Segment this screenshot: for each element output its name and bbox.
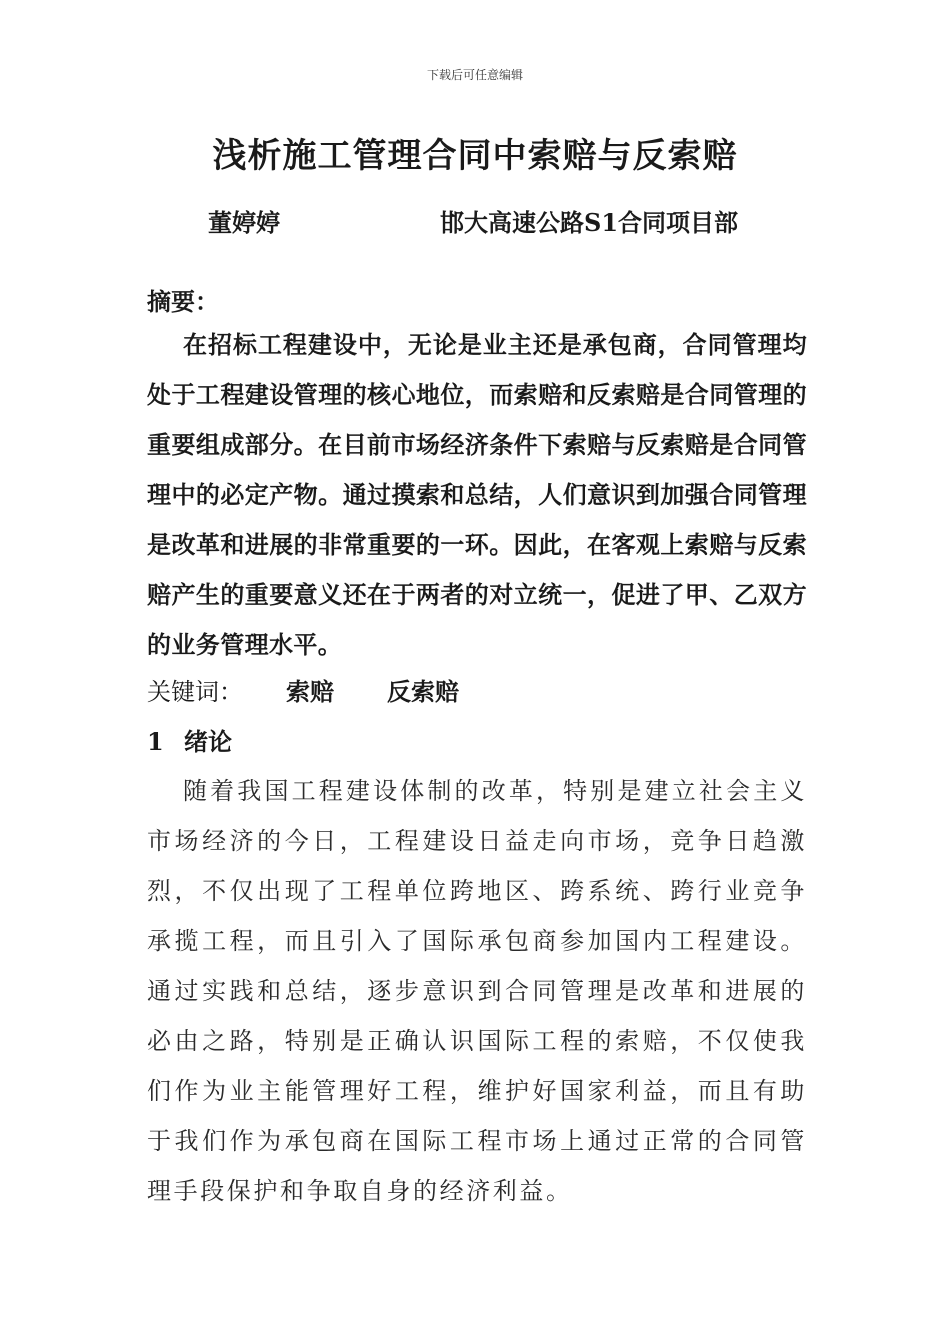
author-affiliation: 邯大高速公路S1合同项目部: [440, 208, 739, 237]
section-number: 1: [147, 727, 164, 756]
author-line: [0, 203, 950, 243]
keyword-item: 索赔: [286, 677, 334, 706]
keyword-item: 反索赔: [387, 677, 459, 706]
header-note: 下载后可任意编辑: [426, 68, 523, 82]
section-title: 绪论: [184, 727, 232, 756]
keywords-label: 关键词：: [147, 678, 243, 706]
author-name: 董婷婷: [208, 208, 280, 237]
section-body-text: 随着我国工程建设体制的改革，特别是建立社会主义市场经济的今日，工程建设日益走向市场，竞争日趋激烈，不仅出现了工程单位跨地区、跨系统、跨行业竞争承揽工程，而且引入了国际承包商参加国内工程建设。通过实践和总结，逐步意识到合同管理是改革和进展的必由之路，特别是正确认识国际工程的索赔，不仅使我们作为业主能管理好工程，维护好国家利益，而且有助于我们作为承包商在国际工程市场上通过正常的合同管理手段保护和争取自身的经济利益。: [147, 777, 807, 1205]
abstract-heading: 摘要：: [147, 287, 219, 316]
keywords-line: [147, 672, 807, 712]
section-heading: [147, 722, 807, 757]
document-title: 浅析施工管理合同中索赔与反索赔: [212, 136, 738, 176]
abstract-text: 在招标工程建设中，无论是业主还是承包商，合同管理均处于工程建设管理的核心地位，而索赔和反索赔是合同管理的重要组成部分。在目前市场经济条件下索赔与反索赔是合同管理中的必定产物。通过摸索和总结，人们意识到加强合同管理是改革和进展的非常重要的一环。因此，在客观上索赔与反索赔产生的重要意义还在于两者的对立统一，促进了甲、乙双方的业务管理水平。: [147, 330, 807, 659]
